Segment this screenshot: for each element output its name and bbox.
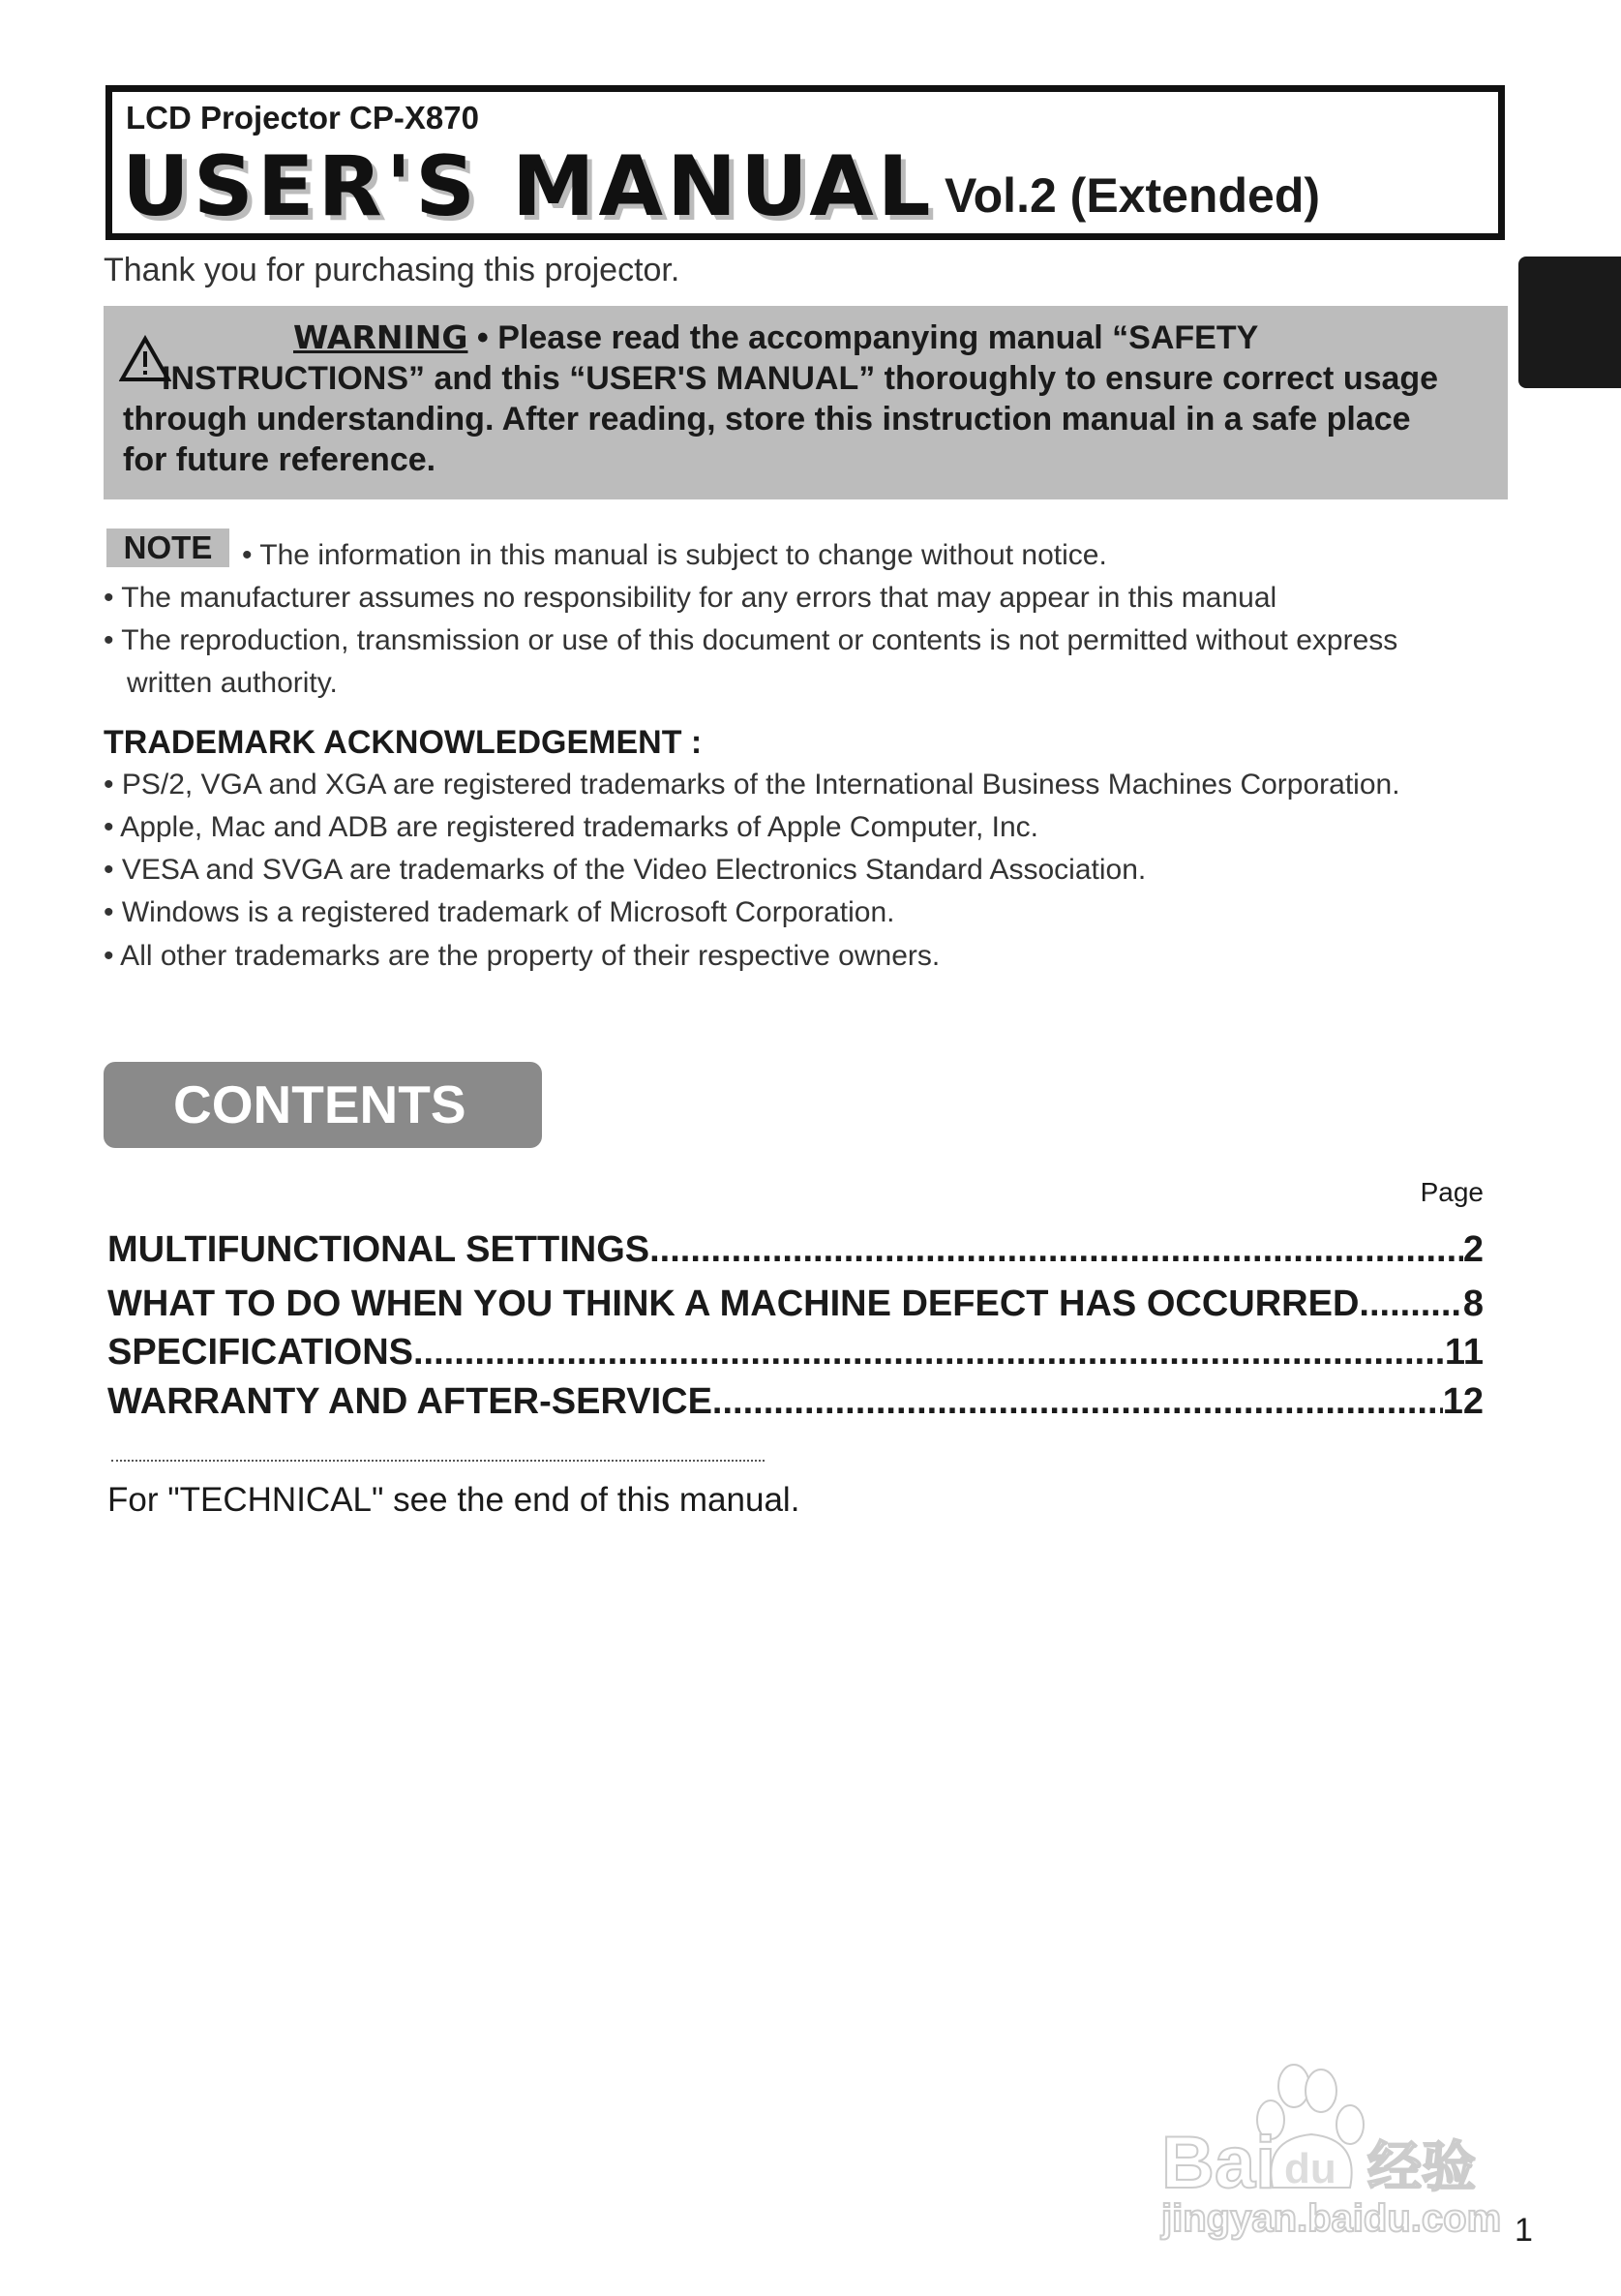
toc-entry[interactable]: [107, 1381, 1484, 1423]
svg-text:Bai: Bai: [1161, 2122, 1276, 2204]
note-item: written authority.: [127, 667, 338, 699]
toc-leader: [413, 1332, 1445, 1374]
toc-entry[interactable]: [107, 1284, 1484, 1325]
toc-entry[interactable]: [107, 1332, 1484, 1374]
title-box: [105, 85, 1505, 240]
warning-text-rest: INSTRUCTIONS” and this “USER'S MANUAL” thoroughly to ensure correct usage through understanding. After reading, store this instruction manual in a safe place for future reference.: [123, 360, 1439, 478]
svg-text:经验: 经验: [1367, 2136, 1476, 2199]
trademark-item: • PS/2, VGA and XGA are registered trademarks of the International Business Machines Corporation.: [104, 769, 1400, 801]
note-label: NOTE: [106, 529, 229, 567]
warning-label: WARNING: [293, 318, 468, 356]
toc-leader: [1359, 1284, 1462, 1325]
section-tab: [1518, 257, 1621, 388]
toc-page: 11: [1444, 1332, 1484, 1373]
toc-page: 2: [1462, 1229, 1484, 1270]
dotted-divider: [111, 1460, 765, 1462]
trademark-item: • All other trademarks are the property of their respective owners.: [104, 940, 941, 972]
contents-heading: CONTENTS: [104, 1062, 542, 1148]
baidu-watermark-logo: [1147, 2047, 1515, 2241]
toc-title: WHAT TO DO WHEN YOU THINK A MACHINE DEFECT HAS OCCURRED: [107, 1284, 1360, 1324]
toc-entry[interactable]: [107, 1229, 1484, 1271]
note-item: • The manufacturer assumes no responsibility for any errors that may appear in this manual: [104, 582, 1277, 614]
toc-page: 12: [1442, 1381, 1484, 1422]
trademark-item: • Windows is a registered trademark of Microsoft Corporation.: [104, 896, 895, 928]
volume-label: Vol.2 (Extended): [945, 168, 1321, 223]
toc-title: SPECIFICATIONS: [107, 1332, 413, 1373]
svg-text:du: du: [1284, 2145, 1336, 2192]
intro-text: Thank you for purchasing this projector.: [104, 252, 680, 288]
svg-text:jingyan.baidu.com: jingyan.baidu.com: [1161, 2197, 1502, 2240]
product-name: LCD Projector CP-X870: [126, 100, 479, 136]
trademark-item: • VESA and SVGA are trademarks of the Video Electronics Standard Association.: [104, 854, 1147, 886]
note-item: • The information in this manual is subject to change without notice.: [242, 539, 1107, 571]
page-number: 1: [1515, 2212, 1533, 2249]
toc-leader: [712, 1381, 1443, 1423]
technical-note: For "TECHNICAL" see the end of this manual.: [107, 1481, 800, 1519]
note-item: • The reproduction, transmission or use of this document or contents is not permitted without express: [104, 624, 1398, 656]
trademark-item: • Apple, Mac and ADB are registered trademarks of Apple Computer, Inc.: [104, 811, 1039, 843]
toc-title: MULTIFUNCTIONAL SETTINGS: [107, 1229, 650, 1270]
warning-text: • Please read the accompanying manual “SAFETY: [467, 319, 1259, 356]
toc-leader: [649, 1229, 1463, 1271]
page-column-label: Page: [1420, 1177, 1484, 1207]
toc-title: WARRANTY AND AFTER-SERVICE: [107, 1381, 712, 1422]
trademark-heading: TRADEMARK ACKNOWLEDGEMENT :: [104, 724, 703, 761]
warning-triangle-icon: [119, 335, 171, 383]
toc-page: 8: [1462, 1284, 1484, 1324]
manual-title: USER'S MANUAL: [122, 138, 935, 235]
warning-box: [104, 306, 1508, 499]
